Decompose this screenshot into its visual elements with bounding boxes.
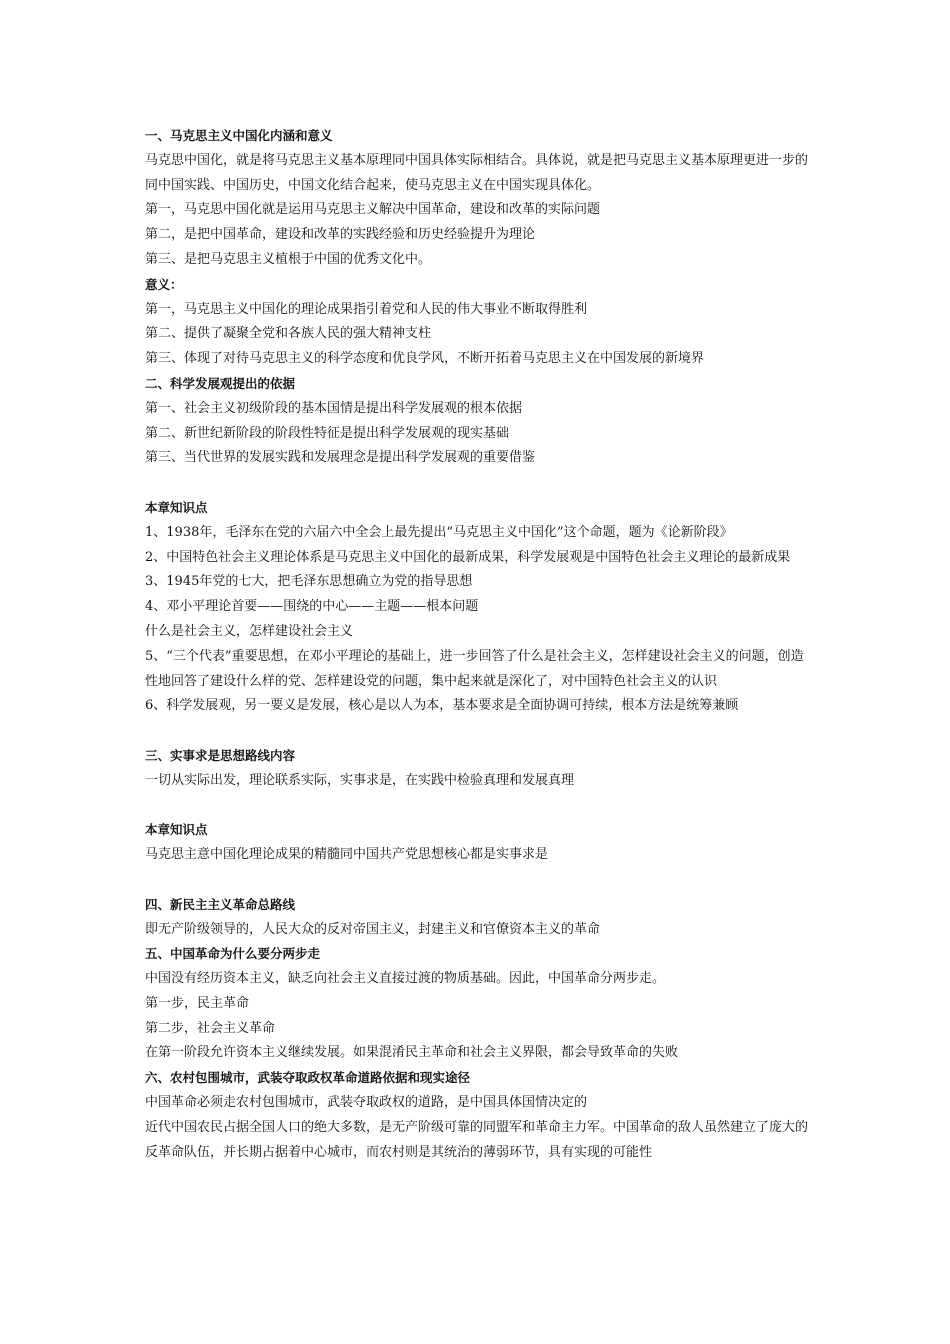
section-heading: 四、新民主主义革命总路线 xyxy=(145,896,296,912)
subheading: 意义： xyxy=(145,276,183,292)
text-line: 第三、体现了对待马克思主义的科学态度和优良学风，不断开拓着马克思主义在中国发展的新境界 xyxy=(145,351,705,367)
section-heading: 本章知识点 xyxy=(145,499,208,515)
paragraph: 近代中国农民占据全国人口的绝大多数，是无产阶级可靠的同盟军和革命主力军。中国革命的敌人虽然建立了庞大的反革命队伍，并长期占据着中心城市，而农村则是其统治的薄弱环节，具有实现的可能性 xyxy=(145,1119,809,1160)
blank-line xyxy=(145,794,813,819)
list-item: 6、科学发展观，另一要义是发展，核心是以人为本，基本要求是全面协调可持续，根本方法是统筹兼顾 xyxy=(145,698,739,714)
text-line: 第三、是把马克思主义植根于中国的优秀文化中。 xyxy=(145,251,432,267)
blank-line xyxy=(145,471,813,496)
text-line: 中国没有经历资本主义，缺乏向社会主义直接过渡的物质基础。因此，中国革命分两步走。 xyxy=(145,971,666,987)
text-line: 第二，是把中国革命，建设和改革的实践经验和历史经验提升为理论 xyxy=(145,227,536,243)
text-line: 马克思主意中国化理论成果的精髓同中国共产党思想核心都是实事求是 xyxy=(145,847,549,863)
text-line: 什么是社会主义，怎样建设社会主义 xyxy=(145,623,354,639)
list-item: 1、1938年，毛泽东在党的六届六中全会上最先提出“马克思主义中国化”这个命题，题为《论新阶段》 xyxy=(145,524,733,540)
section-heading: 六、农村包围城市，武装夺取政权革命道路依据和现实途径 xyxy=(145,1070,471,1086)
text-line: 即无产阶级领导的，人民大众的反对帝国主义，封建主义和官僚资本主义的革命 xyxy=(145,921,601,937)
paragraph: 马克思中国化，就是将马克思主义基本原理同中国具体实际相结合。具体说，就是把马克思主义基本原理更进一步的同中国实践、中国历史，中国文化结合起来，使马克思主义在中国实现具体化。 xyxy=(145,152,809,193)
text-line: 第一，马克思中国化就是运用马克思主义解决中国革命，建设和改革的实际问题 xyxy=(145,202,601,218)
section-heading: 二、科学发展观提出的依据 xyxy=(145,375,296,391)
text-line: 第二步，社会主义革命 xyxy=(145,1020,276,1036)
list-item: 4、邓小平理论首要——围绕的中心——主题——根本问题 xyxy=(145,599,479,615)
text-line: 第一步，民主革命 xyxy=(145,995,250,1011)
text-line: 中国革命必须走农村包围城市，武装夺取政权的道路，是中国具体国情决定的 xyxy=(145,1095,588,1111)
document-body xyxy=(145,124,813,1165)
section-heading: 三、实事求是思想路线内容 xyxy=(145,747,296,763)
section-heading: 一、马克思主义中国化内涵和意义 xyxy=(145,128,333,143)
text-line: 第二、提供了凝聚全党和各族人民的强大精神支柱 xyxy=(145,326,432,342)
text-line: 一切从实际出发，理论联系实际，实事求是，在实践中检验真理和发展真理 xyxy=(145,772,575,788)
text-line: 第二、新世纪新阶段的阶段性特征是提出科学发展观的现实基础 xyxy=(145,425,510,441)
list-item: 2、中国特色社会主义理论体系是马克思主义中国化的最新成果，科学发展观是中国特色社会主义理论的最新成果 xyxy=(145,549,791,565)
blank-line xyxy=(145,719,813,744)
list-item: 5、“三个代表”重要思想，在邓小平理论的基础上，进一步回答了什么是社会主义，怎样建设社会主义的问题，创造性地回答了建设什么样的党、怎样建设党的问题，集中起来就是深化了，对中国特色社会主义的认识 xyxy=(145,648,804,689)
blank-line xyxy=(145,868,813,893)
text-line: 第一，马克思主义中国化的理论成果指引着党和人民的伟大事业不断取得胜利 xyxy=(145,301,588,317)
section-heading: 五、中国革命为什么要分两步走 xyxy=(145,946,321,962)
section-heading: 本章知识点 xyxy=(145,822,208,838)
text-line: 第三、当代世界的发展实践和发展理念是提出科学发展观的重要借鉴 xyxy=(145,450,536,466)
list-item: 3、1945年党的七大，把毛泽东思想确立为党的指导思想 xyxy=(145,574,473,590)
text-line: 第一、社会主义初级阶段的基本国情是提出科学发展观的根本依据 xyxy=(145,400,523,416)
text-line: 在第一阶段允许资本主义继续发展。如果混淆民主革命和社会主义界限，都会导致革命的失败 xyxy=(145,1045,679,1061)
